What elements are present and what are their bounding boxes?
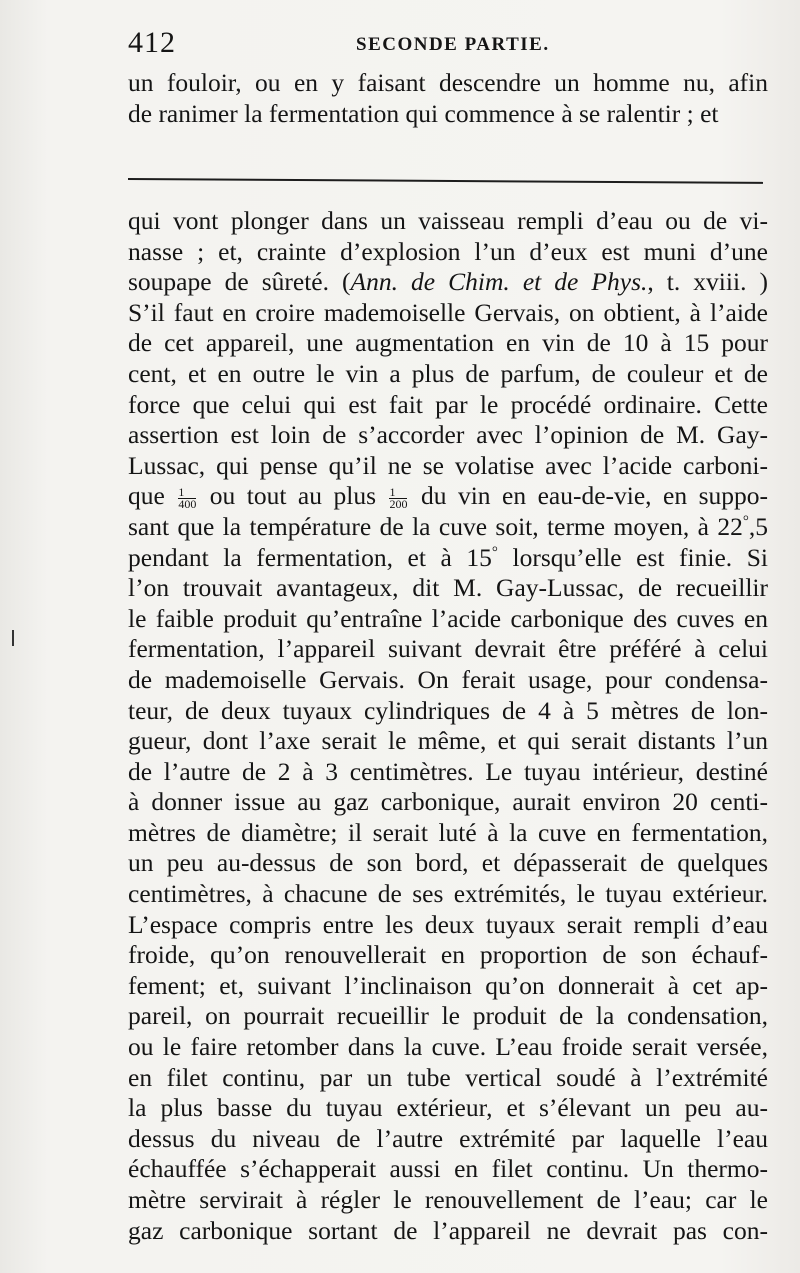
text-line: mètre servirait à régler le renouvellement de l’eau; car le — [128, 1185, 768, 1214]
fraction-one-four-hundredth — [178, 484, 197, 511]
journal-title: Ann. de Chim. et de Phys. — [350, 267, 648, 297]
text-segment: pendant la fermentation, et à 15 — [128, 542, 492, 572]
text-line-temperature — [128, 543, 768, 574]
fraction-one-two-hundredth — [389, 484, 408, 511]
text-segment: lorsqu’elle est finie. Si — [497, 542, 768, 572]
citation-close: , t. xviii. ) — [647, 267, 768, 297]
text-line: fermentation, l’appareil suivant devrait être préféré à celui — [128, 634, 768, 664]
text-line: qui vont plonger dans un vaisseau rempli d’eau ou de vi- — [128, 206, 768, 235]
text-line: un fouloir, ou en y faisant descendre un homme nu, afin — [128, 68, 768, 97]
text-line: le faible produit qu’entraîne l’acide carbonique des cuves en — [128, 603, 768, 633]
text-line: en filet continu, par un tube vertical soudé à l’extrémité — [128, 1062, 768, 1092]
degree-symbol: ° — [742, 513, 749, 530]
degree-symbol: ° — [491, 544, 498, 561]
text-line: ou le faire retomber dans la cuve. L’eau froide serait versée, — [128, 1032, 768, 1062]
citation-open: soupape de sûreté. ( — [128, 267, 351, 297]
running-title: SECONDE PARTIE. — [356, 34, 550, 55]
text-line: pareil, on pourrait recueillir le produit de la condensation, — [128, 1001, 768, 1031]
page-number: 412 — [128, 26, 176, 59]
margin-mark — [12, 630, 14, 646]
text-line: gaz carbonique sortant de l’appareil ne devrait pas con- — [128, 1215, 768, 1245]
text-line: un peu au-dessus de son bord, et dépasserait de quelques — [128, 848, 768, 878]
text-line: dessus du niveau de l’autre extrémité par laquelle l’eau — [128, 1123, 768, 1153]
text-line: S’il faut en croire mademoiselle Gervais, on obtient, à l’aide — [128, 297, 768, 327]
text-line: de l’autre de 2 à 3 centimètres. Le tuyau intérieur, destiné — [128, 756, 768, 786]
fraction-denominator: 200 — [389, 496, 408, 511]
text-line: de cet appareil, une augmentation en vin de 10 à 15 pour — [128, 328, 768, 358]
text-line-fractions — [128, 481, 768, 512]
text-line: teur, de deux tuyaux cylindriques de 4 à 5 mètres de lon- — [128, 695, 768, 725]
text-line: fement; et, suivant l’inclinaison qu’on donnerait à cet ap- — [128, 970, 768, 1000]
text-segment: du vin en eau-de-vie, en suppo- — [420, 481, 768, 511]
text-line: froide, qu’on renouvellerait en proportion de son échauf- — [128, 940, 768, 970]
text-line: cent, et en outre le vin a plus de parfum, de couleur et de — [128, 358, 768, 388]
text-segment: sant que la température de la cuve soit, terme moyen, à 22 — [128, 511, 743, 541]
text-segment: ou tout au plus — [209, 481, 376, 511]
top-paragraph — [128, 68, 768, 129]
text-line: L’espace compris entre les deux tuyaux serait rempli d’eau — [128, 909, 768, 939]
text-line: échauffée s’échapperait aussi en filet continu. Un thermo- — [128, 1154, 768, 1184]
section-divider — [128, 178, 763, 184]
fraction-denominator: 400 — [178, 496, 197, 511]
text-line-temperature — [128, 512, 768, 543]
page-header — [128, 26, 768, 66]
fraction-numerator: 1 — [178, 487, 196, 499]
text-line: gueur, dont l’axe serait le même, et qui serait distants l’un — [128, 726, 768, 756]
text-line: de mademoiselle Gervais. On ferait usage, pour condensa- — [128, 664, 768, 694]
main-paragraph — [128, 206, 768, 1246]
text-line: centimètres, à chacune de ses extrémités, le tuyau extérieur. — [128, 879, 768, 909]
text-line: à donner issue au gaz carbonique, aurait environ 20 centi- — [128, 787, 768, 817]
text-line-citation — [128, 267, 768, 298]
text-line: de ranimer la fermentation qui commence à se ralentir ; et — [128, 98, 719, 128]
text-segment: ,5 — [748, 511, 768, 541]
text-line: assertion est loin de s’accorder avec l’opinion de M. Gay- — [128, 420, 768, 450]
text-line: l’on trouvait avantageux, dit M. Gay-Lussac, de recueillir — [128, 573, 768, 603]
text-segment: que — [128, 481, 165, 511]
fraction-numerator: 1 — [389, 487, 407, 499]
text-line: mètres de diamètre; il serait luté à la cuve en fermentation, — [128, 817, 768, 847]
text-line: la plus basse du tuyau extérieur, et s’élevant un peu au- — [128, 1093, 768, 1123]
text-line: Lussac, qui pense qu’il ne se volatise avec l’acide carboni- — [128, 450, 768, 480]
text-line: nasse ; et, crainte d’explosion l’un d’eux est muni d’une — [128, 236, 768, 266]
text-line: force que celui qui est fait par le procédé ordinaire. Cette — [128, 389, 768, 419]
